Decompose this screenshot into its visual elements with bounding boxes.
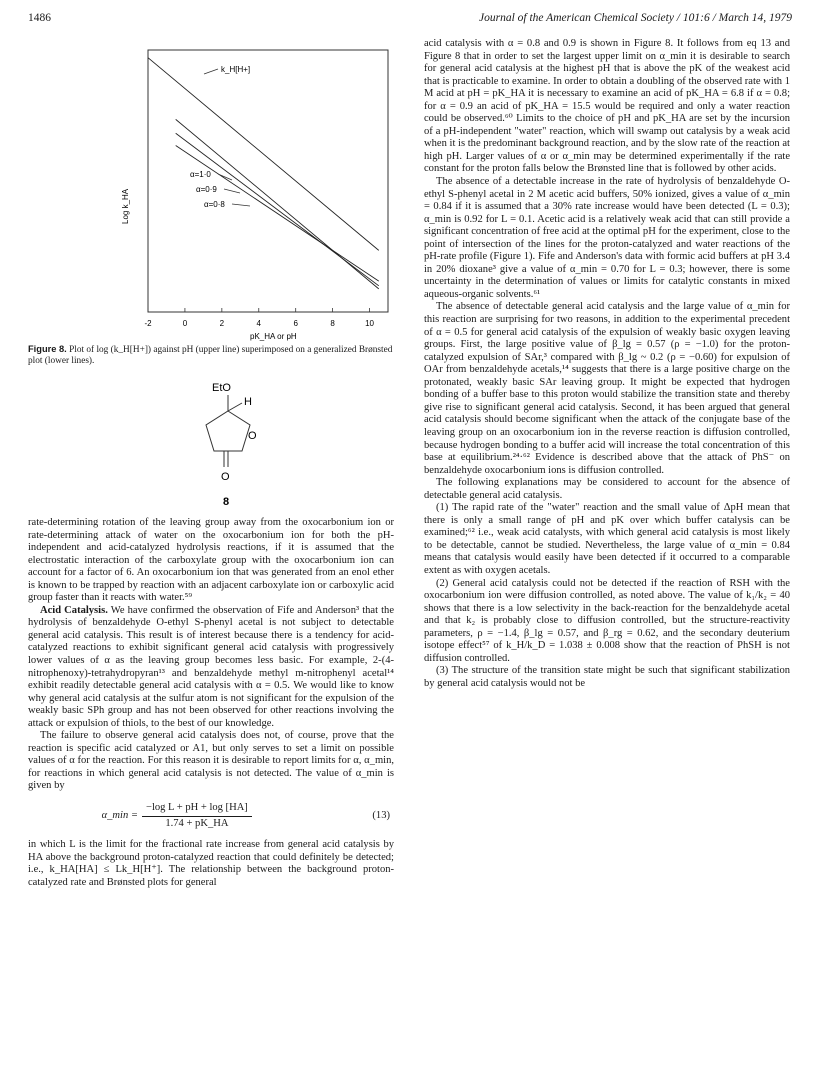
x-ticks (144, 308, 374, 328)
atom-h: H (244, 396, 252, 408)
pointer-alpha-10 (218, 174, 232, 180)
pointer-alpha-08 (232, 204, 250, 206)
plot-frame (148, 50, 388, 312)
left-paragraph-4: in which L is the limit for the fractional rate increase from general acid catalysis by HA above the background proton-catalyzed reaction that could definitely be detected; i.e., k_HA[HA] ≤ Lk_H[H⁺]. The relationship between the background proton-catalyzed rate and Brønsted plots for general (28, 839, 394, 888)
x-tick-label: -2 (144, 319, 152, 328)
figure-8-plot (28, 44, 394, 344)
equation-13 (28, 799, 394, 833)
right-paragraph-2: The absence of a detectable increase in the rate of hydrolysis of benzaldehyde O-ethyl S-phenyl acetal in 2 M acetic acid buffers, 50% ionized, gives a value of α_min = 0.84 if it is assumed that a 30% rate increase would have been detected (L = 0.3); α_min is 0.92 for L = 0.1. Acetic acid is a relatively weak acid that can still provide a significant concentration of free acid at the optimal pH for the experiment, close to the point of intersection of the lines for the proton-catalyzed and water reactions of the pH-rate profile (Figure 1). Fife and Anderson's data with formic acid buffers at pH 3.4 in 20% dioxane³ give a value of α_min = 0.70 for L = 0.3; however, there is some uncertainty in the determination of values or limits for catalytic constants in mixed aqueous-organic solvents.⁶¹ (424, 176, 790, 300)
plot-lines (148, 58, 379, 289)
page-number: 1486 (28, 12, 51, 24)
right-paragraph-3: The absence of detectable general acid catalysis and the large value of α_min for this reaction are surprising for two reasons, in addition to the experimental precedent of α = 0.5 for general acid catalysis of the expulsion of weakly basic oxygen leaving groups. First, the large positive value of β_lg = 0.57 (ρ = −1.0) for the proton-catalyzed expulsion of SAr,³ compared with β_lg ~ 0.2 (ρ = −0.60) for expulsion of OAr from benzaldehyde acetals,¹⁴ suggests that there is a large positive charge on the protonated, weakly basic SAr leaving group. It might be expected that hydrogen bonding of a buffer base to this proton would stabilize the transition state and thereby give rise to significant general acid catalysis. Second, it has been argued that general acid catalysis should become significant when the attack of the conjugate base of the leaving group on an oxocarbonium ion in the reverse reaction is diffusion controlled, because hydrogen bonding to a buffer acid will increase the total concentration of this base at equilibrium.²⁴·⁶² Evidence is described above that the attack of PhS⁻ on benzaldehyde oxocarbonium ions is diffusion controlled. (424, 301, 790, 476)
x-tick-label: 4 (256, 319, 261, 328)
right-paragraph-7: (3) The structure of the transition state might be such that significant stabilization by general acid catalysis would not be (424, 665, 790, 689)
pointer-upper (204, 69, 218, 74)
structure-8-drawing (28, 367, 394, 517)
x-axis-label: pK_HA or pH (250, 332, 297, 341)
left-column (28, 44, 394, 889)
left-paragraph-3: The failure to observe general acid catalysis does not, of course, prove that the reaction is specific acid catalyzed or A1, but only serves to set a limit on possible values of α for the reaction. For this reason it is desirable to report limits for α, α_min, for reactions in which general acid catalysis is not detected. The value of α_min is given by (28, 730, 394, 792)
right-paragraph-4: The following explanations may be considered to account for the absence of detectable general acid catalysis. (424, 477, 790, 501)
figure-8 (28, 44, 394, 344)
x-tick-label: 10 (365, 319, 374, 328)
equation-numerator: −log L + pH + log [HA] (142, 802, 252, 817)
right-paragraph-1: acid catalysis with α = 0.8 and 0.9 is shown in Figure 8. It follows from eq 13 and Figure 8 that in order to set the largest upper limit on α_min it is desirable to search for general acid catalysis at the highest pH that is above the pK of the weakest acid that is practicable to examine. In order to obtain a doubling of the observed rate with 1 M acid at pH = pK_HA it is necessary to examine an acid of pK_HA = 6.8 if α = 0.8; for α = 0.9 an acid of pK_HA = 15.5 would be required and only a water reaction could be observed.⁶⁰ Limits to the choice of pH and pK_HA are set by the incursion of a pH-independent "water" reaction, which will swamp out catalysis by a weak acid when it is the predominant background reaction, and by the slow rate of the reaction at high pH. Larger values of α or α_min may be determined experimentally if the rate constant for the proton falls below the Brønsted line that is followed by other acids. (424, 38, 790, 175)
x-tick-label: 8 (330, 319, 335, 328)
right-column (424, 38, 790, 690)
section-heading-acid-catalysis: Acid Catalysis. (40, 604, 108, 616)
right-paragraph-5: (1) The rapid rate of the "water" reaction and the small value of ΔpH mean that there is only a small range of pH and pK over which buffer catalysis can be examined;⁶² i.e., weak acid catalysts, with which general acid catalysis is most likely to be detectable, cannot be studied. Nevertheless, the large value of α_min = 0.84 means that catalysis would easily have been detected if it occurred to a comparable extent as with oxygen acetals. (424, 502, 790, 576)
journal-header: Journal of the American Chemical Society / 101:6 / March 14, 1979 (479, 12, 792, 24)
pointer-alpha-09 (224, 189, 240, 193)
label-alpha-10: α=1·0 (190, 170, 211, 179)
figure-caption: Figure 8. Plot of log (k_H[H+]) against pH (upper line) superimposed on a generalized Brønsted plot (lower lines). (28, 344, 393, 366)
label-upper-line: k_H[H+] (221, 65, 251, 74)
equation-fraction (142, 802, 252, 830)
x-tick-label: 0 (182, 319, 188, 328)
equation-denominator: 1.74 + pK_HA (165, 817, 229, 829)
structure-8 (28, 367, 394, 517)
y-axis-label: Log k_HA (121, 188, 130, 224)
compound-number: 8 (223, 496, 230, 508)
lactone-ring (206, 411, 250, 451)
label-alpha-08: α=0·8 (204, 200, 225, 209)
x-tick-label: 2 (219, 319, 225, 328)
label-alpha-09: α=0·9 (196, 185, 217, 194)
left-paragraph-1: rate-determining rotation of the leaving group away from the oxocarbonium ion or rate-determining attack of water on the oxocarbonium ion for both the pH-independent and acid-catalyzed hydrolysis reactions, if it is assumed that the electrostatic interaction of the carboxylate group with the oxocarbonium ion can account for a factor of 6. An oxocarbonium ion that was generated from an enol ether is known to be trapped by reaction with an adjacent carboxylate ion or carboxylic acid group faster than it reacts with water.⁵⁹ (28, 517, 394, 604)
atom-o-carbonyl: O (221, 471, 230, 483)
atom-o-ring: O (248, 430, 257, 442)
equation-lhs: α_min = (101, 809, 138, 821)
x-tick-label: 6 (293, 319, 298, 328)
equation-number: (13) (372, 809, 390, 821)
series-line-0 (148, 58, 379, 251)
left-paragraph-2: Acid Catalysis. We have confirmed the observation of Fife and Anderson³ that the hydrolysis of benzaldehyde O-ethyl S-phenyl acetal is not subject to detectable general acid catalysis. This result is of interest because there is a tendency for acid-catalyzed reactions to exhibit significant general acid catalysis with progressively lower values of α as the leaving group becomes less basic. For example, 2-(4-nitrophenoxy)-tetrahydropyran¹³ and benzaldehyde methyl m-nitrophenyl acetal¹⁴ exhibit readily detectable general acid catalysis with α = 0.5. We would like to know why general acid catalysis at the sulfur atom is not significant for the expulsion of the weakly basic SPh group and has not been observed for other reactions involving the attack or expulsion of thiols, to the best of our knowledge. (28, 604, 394, 729)
right-paragraph-6: (2) General acid catalysis could not be detected if the reaction of RSH with the oxocarbonium ion were diffusion controlled, as noted above. The value of k₁/k₂ = 40 shows that there is a low selectivity in the back-reaction for the benzaldehyde acetal and that k₂ is probably close to diffusion controlled, but the structure-reactivity parameters, ρ = −1.4, β_lg = 0.57, and β_rg = 0.62, and the secondary deuterium isotope effect⁵⁷ of k_H/k_D = 1.038 ± 0.008 show that the reaction of PhSH is not diffusion controlled. (424, 577, 790, 664)
atom-eto: EtO (212, 382, 231, 394)
bond-c-h (228, 403, 242, 411)
series-line-2 (176, 133, 379, 286)
